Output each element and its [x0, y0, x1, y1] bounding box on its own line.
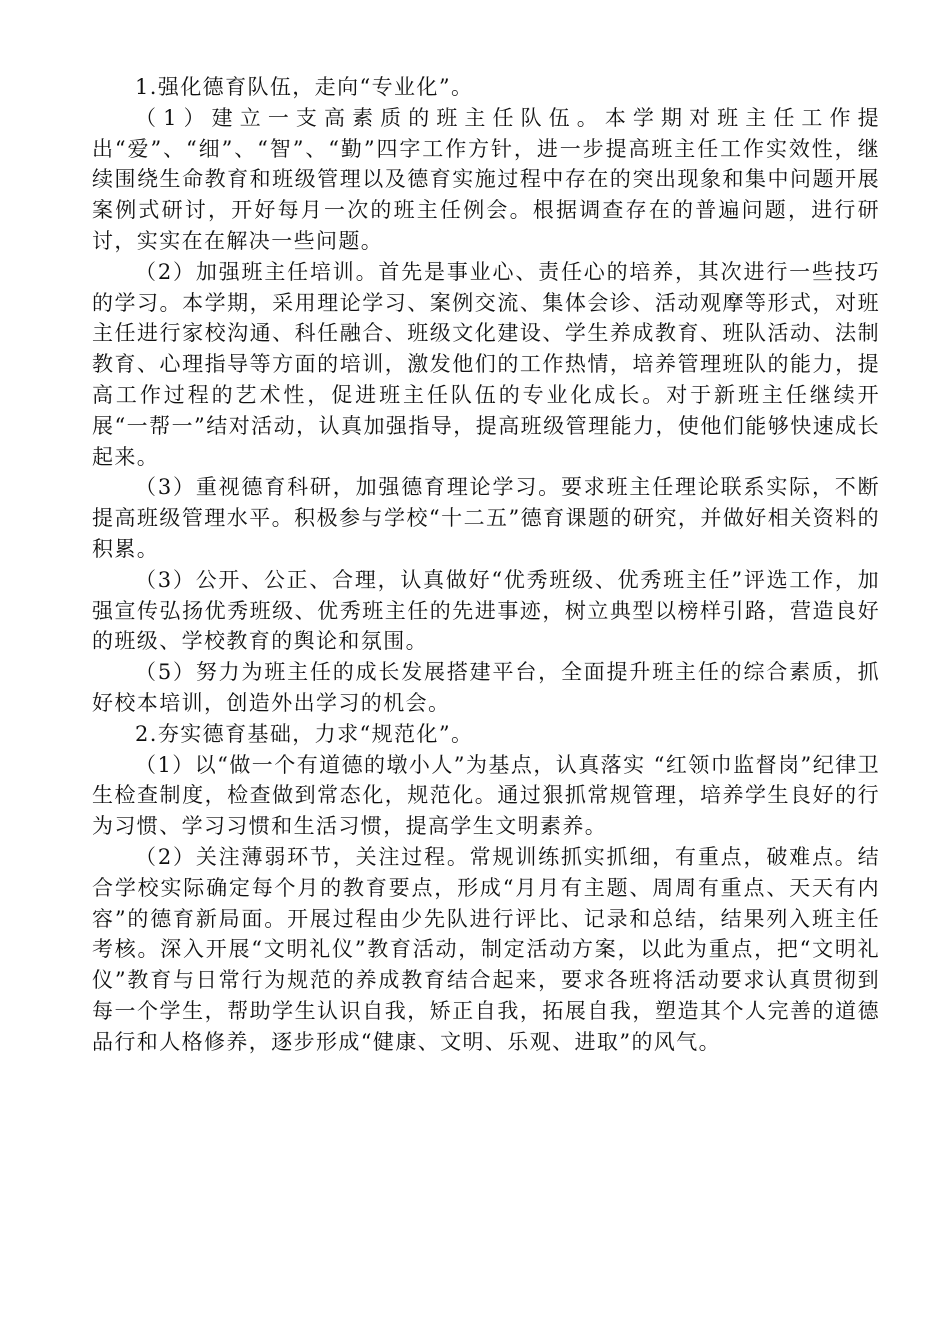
- paragraph-1-1: （1）建立一支高素质的班主任队伍。本学期对班主任工作提出“爱”、“细”、“智”、“勤”四字工作方针，进一步提高班主任工作实效性，继续围绕生命教育和班级管理以及德育实施过程中存在的突出现象和集中问题开展案例式研讨，开好每月一次的班主任例会。根据调查存在的普遍问题，进行研讨，实实在在解决一些问题。: [92, 105, 880, 253]
- paragraph-1-2: （2）加强班主任培训。首先是事业心、责任心的培养，其次进行一些技巧的学习。本学期，采用理论学习、案例交流、集体会诊、活动观摩等形式，对班主任进行家校沟通、科任融合、班级文化建设、学生养成教育、班队活动、法制教育、心理指导等方面的培训，激发他们的工作热情，培养管理班队的能力，提高工作过程的艺术性，促进班主任队伍的专业化成长。对于新班主任继续开展“一帮一”结对活动，认真加强指导，提高班级管理能力，使他们能够快速成长起来。: [92, 259, 880, 469]
- heading-2: 2.夯实德育基础，力求“规范化”。: [135, 721, 474, 746]
- paragraph-1-4: （3）公开、公正、合理，认真做好“优秀班级、优秀班主任”评选工作，加强宣传弘扬优秀班级、优秀班主任的先进事迹，树立典型以榜样引路，营造良好的班级、学校教育的舆论和氛围。: [92, 567, 880, 654]
- paragraph-2-1: （1）以“做一个有道德的墩小人”为基点，认真落实 “红领巾监督岗”纪律卫生检查制度，检查做到常态化，规范化。通过狠抓常规管理，培养学生良好的行为习惯、学习习惯和生活习惯，提高学生文明素养。: [92, 752, 880, 839]
- paragraph-1-5: （5）努力为班主任的成长发展搭建平台，全面提升班主任的综合素质，抓好校本培训，创造外出学习的机会。: [92, 660, 880, 715]
- paragraph-2-2: （2）关注薄弱环节，关注过程。常规训练抓实抓细，有重点，破难点。结合学校实际确定每个月的教育要点，形成“月月有主题、周周有重点、天天有内容”的德育新局面。开展过程由少先队进行评比、记录和总结，结果列入班主任考核。深入开展“文明礼仪”教育活动，制定活动方案，以此为重点，把“文明礼仪”教育与日常行为规范的养成教育结合起来，要求各班将活动要求认真贯彻到每一个学生，帮助学生认识自我，矫正自我，拓展自我，塑造其个人完善的道德品行和人格修养，逐步形成“健康、文明、乐观、进取”的风气。: [92, 844, 880, 1054]
- heading-1: 1.强化德育队伍，走向“专业化”。: [135, 75, 474, 99]
- paragraph-1-3: （3）重视德育科研，加强德育理论学习。要求班主任理论联系实际，不断提高班级管理水平。积极参与学校“十二五”德育课题的研究，并做好相关资料的积累。: [92, 475, 880, 561]
